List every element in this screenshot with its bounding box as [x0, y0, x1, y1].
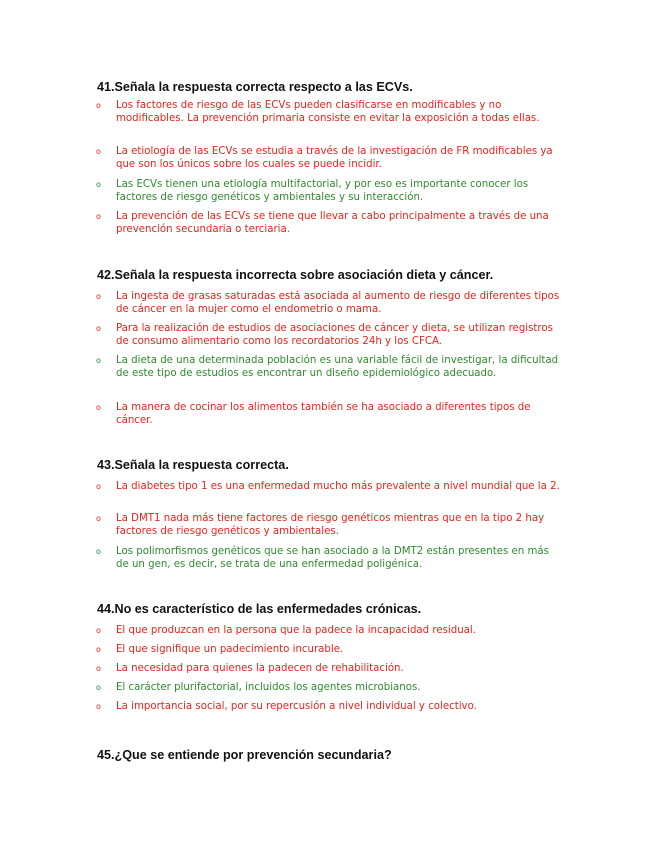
option-bullet-icon: o — [96, 324, 101, 333]
question-44-option-4: El carácter plurifactorial, incluidos los agentes microbianos. — [116, 682, 421, 693]
question-42-option-2: Para la realización de estudios de asociaciones de cáncer y dieta, se utilizan registros de consumo alimentario como los recordatorios 24h y los CFCA. — [116, 323, 553, 348]
question-44-option-1: El que produzcan en la persona que la padece la incapacidad residual. — [116, 625, 476, 636]
question-43-title: 43.Señala la respuesta correcta. — [97, 458, 289, 472]
option-bullet-icon: o — [96, 664, 101, 673]
option-bullet-icon: o — [96, 626, 101, 635]
question-42-option-3: La dieta de una determinada población es una variable fácil de investigar, la dificultad de este tipo de estudios es encontrar un diseño epidemiológico adecuado. — [116, 355, 559, 380]
question-41-option-4: La prevención de las ECVs se tiene que llevar a cabo principalmente a través de una prevención secundaria o terciaria. — [116, 211, 549, 236]
question-42-title: 42.Señala la respuesta incorrecta sobre asociación dieta y cáncer. — [97, 268, 494, 282]
question-42-option-4: La manera de cocinar los alimentos también se ha asociado a diferentes tipos de cáncer. — [116, 402, 531, 427]
option-bullet-icon: o — [96, 482, 101, 491]
option-bullet-icon: o — [96, 683, 101, 692]
question-41-title: 41.Señala la respuesta correcta respecto a las ECVs. — [97, 80, 413, 94]
question-41-option-2: La etiología de las ECVs se estudia a través de la investigación de FR modificables ya que son los únicos sobre los cuales se puede incidir. — [116, 146, 553, 171]
question-41-option-3: Las ECVs tienen una etiología multifactorial, y por eso es importante conocer los factores de riesgo genéticos y ambientales y su interacción. — [116, 179, 529, 204]
question-45-title: 45.¿Que se entiende por prevención secundaria? — [97, 748, 392, 762]
option-bullet-icon: o — [96, 212, 101, 221]
option-bullet-icon: o — [96, 514, 101, 523]
option-bullet-icon: o — [96, 403, 101, 412]
question-44-option-3: La necesidad para quienes la padecen de rehabilitación. — [116, 663, 404, 674]
question-43-option-1: La diabetes tipo 1 es una enfermedad mucho más prevalente a nivel mundial que la 2. — [116, 481, 560, 492]
question-44-option-5: La importancia social, por su repercusión a nivel individual y colectivo. — [116, 701, 477, 712]
question-44-title: 44.No es característico de las enfermedades crónicas. — [97, 602, 422, 616]
option-bullet-icon: o — [96, 292, 101, 301]
question-43-option-2: La DMT1 nada más tiene factores de riesgo genéticos mientras que en la tipo 2 hay factores de riesgo genéticos y ambientales. — [116, 513, 545, 538]
question-44-option-2: El que signifique un padecimiento incurable. — [116, 644, 344, 655]
option-bullet-icon: o — [96, 702, 101, 711]
question-41-option-1: Los factores de riesgo de las ECVs pueden clasificarse en modificables y no modificables. La prevención primaria consiste en evitar la exposición a todas ellas. — [116, 100, 540, 125]
option-bullet-icon: o — [96, 645, 101, 654]
option-bullet-icon: o — [96, 101, 101, 110]
question-42-option-1: La ingesta de grasas saturadas está asociada al aumento de riesgo de diferentes tipos de cáncer en la mujer como el endometrio o mama. — [116, 291, 560, 316]
option-bullet-icon: o — [96, 547, 101, 556]
option-bullet-icon: o — [96, 180, 101, 189]
question-43-option-3: Los polimorfismos genéticos que se han asociado a la DMT2 están presentes en más de un gen, es decir, se trata de una enfermedad poligénica. — [116, 546, 549, 571]
option-bullet-icon: o — [96, 147, 101, 156]
option-bullet-icon: o — [96, 356, 101, 365]
